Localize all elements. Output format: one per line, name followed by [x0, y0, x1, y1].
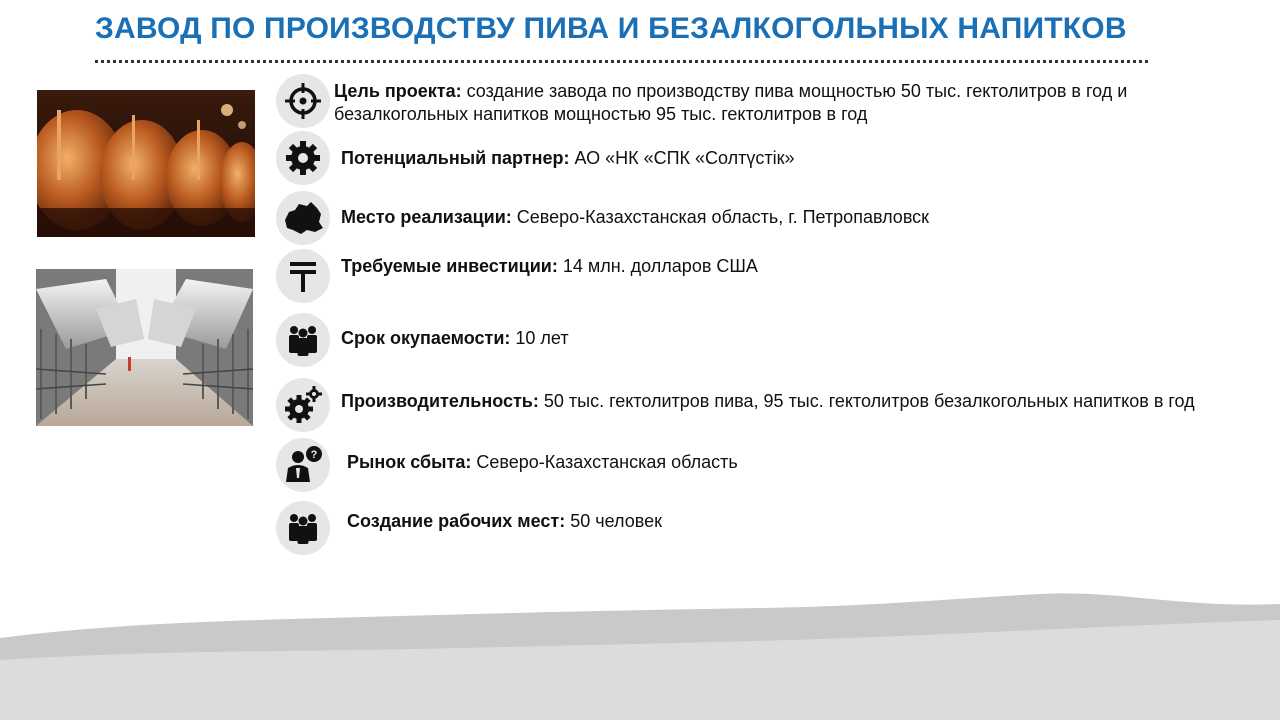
decorative-hills	[0, 580, 1280, 720]
svg-text:?: ?	[310, 449, 318, 461]
market-value: Северо-Казахстанская область	[471, 452, 738, 472]
capacity-label: Производительность:	[341, 391, 539, 411]
investment-item	[341, 255, 1221, 278]
investment-label: Требуемые инвестиции:	[341, 256, 558, 276]
goal-value: создание завода по производству пива мощностью 50 тыс. гектолитров в год и безалкогольных напитков мощностью 95 тыс. гектолитров в год	[334, 81, 1128, 124]
partner-value: АО «НК «СПК «Солтүстік»	[569, 148, 795, 168]
payback-value: 10 лет	[510, 328, 569, 348]
people-icon	[276, 501, 330, 555]
payback-label: Срок окупаемости:	[341, 328, 511, 348]
people-icon	[276, 313, 330, 367]
location-label: Место реализации:	[341, 207, 512, 227]
goal-label: Цель проекта:	[334, 81, 462, 101]
market-item	[347, 451, 1217, 474]
jobs-label: Создание рабочих мест:	[347, 511, 566, 531]
partner-item	[341, 147, 1221, 170]
location-item	[341, 206, 1221, 229]
brewing-kettles-photo	[37, 90, 255, 237]
partner-label: Потенциальный партнер:	[341, 148, 570, 168]
capacity-item	[341, 390, 1209, 413]
gears-icon	[276, 378, 330, 432]
goal-item	[334, 80, 1230, 126]
title-divider	[95, 60, 1148, 63]
market-label: Рынок сбыта:	[347, 452, 472, 472]
page-title: ЗАВОД ПО ПРОИЗВОДСТВУ ПИВА И БЕЗАЛКОГОЛЬНЫХ НАПИТКОВ	[95, 12, 1127, 45]
location-value: Северо-Казахстанская область, г. Петропавловск	[511, 207, 930, 227]
jobs-item	[347, 510, 1217, 533]
payback-item	[341, 327, 1221, 350]
tenge-icon	[276, 249, 330, 303]
fermentation-hall-photo	[36, 269, 253, 426]
investment-value: 14 млн. долларов США	[557, 256, 758, 276]
target-icon	[276, 74, 330, 128]
jobs-value: 50 человек	[565, 511, 662, 531]
map-icon	[276, 191, 330, 245]
gear-icon	[276, 131, 330, 185]
person-question-icon	[276, 438, 330, 492]
capacity-value: 50 тыс. гектолитров пива, 95 тыс. гектолитров безалкогольных напитков в год	[538, 391, 1195, 411]
